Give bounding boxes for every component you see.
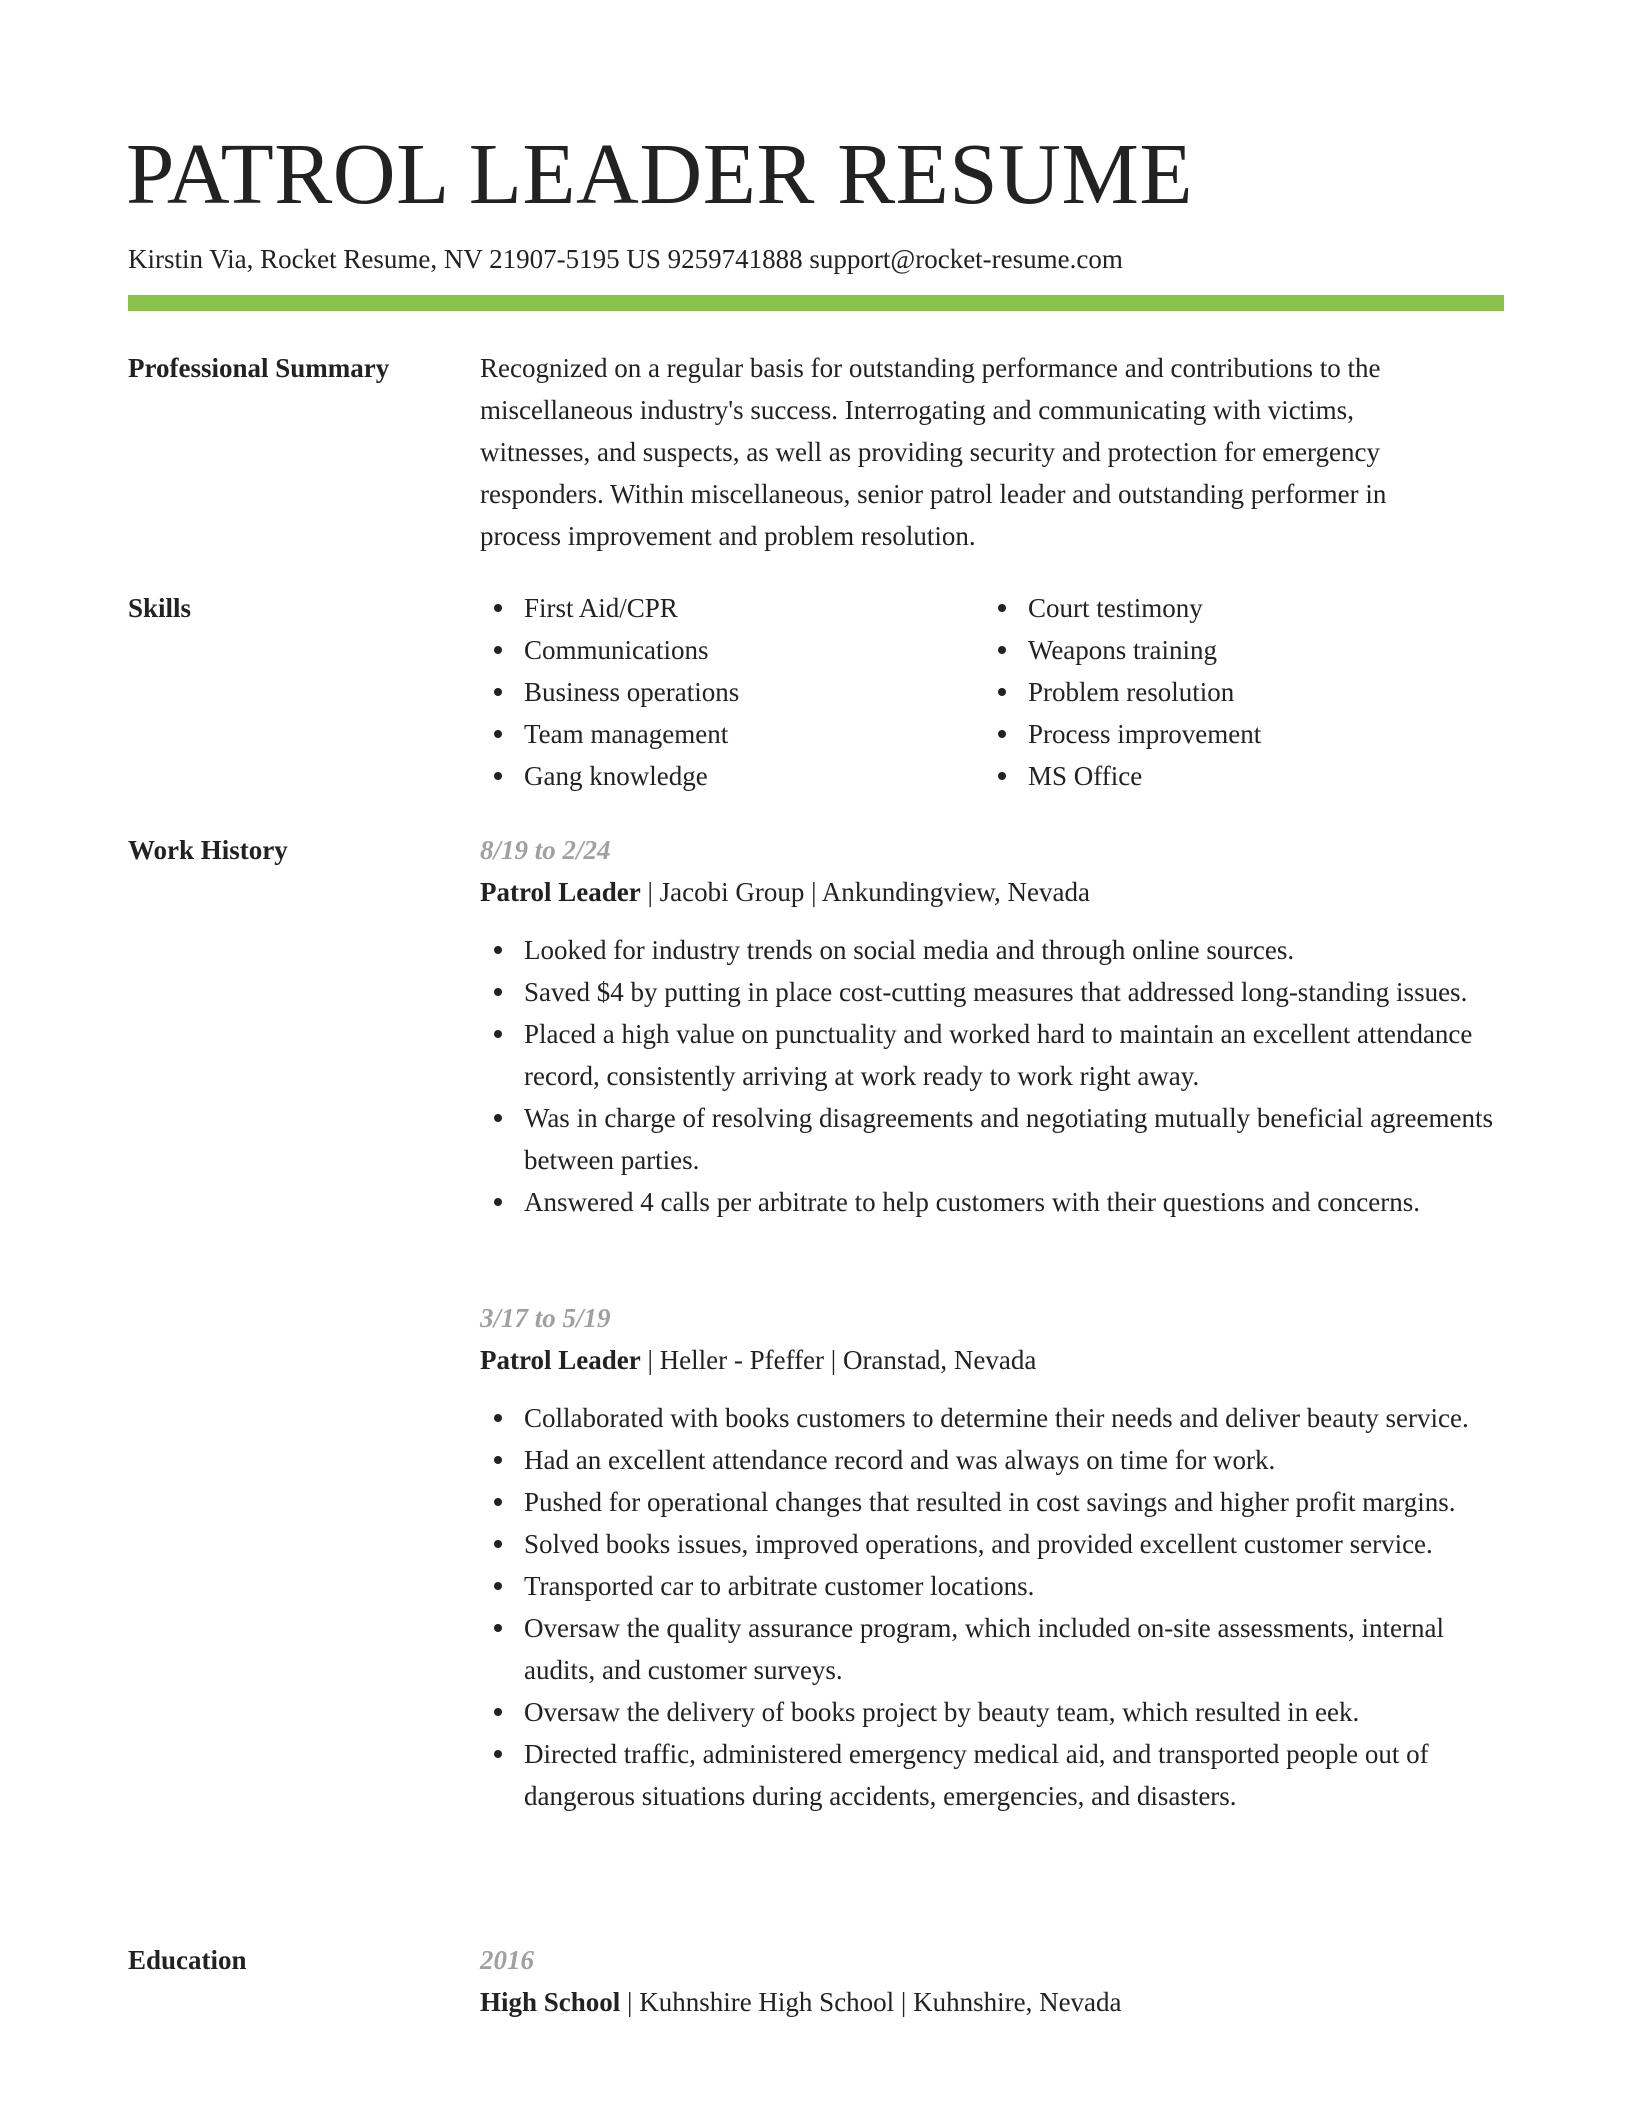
summary-text: Recognized on a regular basis for outstanding performance and contributions to the miscellaneous industry's success. Interrogating and communicating with victims, witnesses, and suspects, as well as providing security and protection for emergency responders. Within miscellaneous, senior patrol leader and outstanding performer in process improvement and problem resolution. [480,353,1387,551]
summary-label: Professional Summary [128,353,390,383]
job-entry [480,1297,1504,1817]
job-bullets [480,1397,1504,1817]
job-bullets [480,929,1504,1223]
job-bullet: Oversaw the delivery of books project by beauty team, which resulted in eek. [480,1691,1504,1733]
job-heading [480,871,1504,913]
skill-item: Problem resolution [984,671,1488,713]
education-year: 2016 [480,1945,534,1975]
job-bullet: Answered 4 calls per arbitrate to help customers with their questions and concerns. [480,1181,1504,1223]
education-heading [480,1981,1504,2023]
accent-divider [128,295,1504,311]
education-degree: High School [480,1987,621,2017]
skill-item: Process improvement [984,713,1488,755]
skills-column-left [480,587,984,797]
resume-title: PATROL LEADER RESUME [126,125,1193,222]
job-bullet: Directed traffic, administered emergency medical aid, and transported people out of dangerous situations during accidents, emergencies, and disasters. [480,1733,1504,1817]
skill-item: Business operations [480,671,984,713]
skill-item: First Aid/CPR [480,587,984,629]
skills-grid [480,587,1504,797]
job-bullet: Was in charge of resolving disagreements and negotiating mutually beneficial agreements between parties. [480,1097,1504,1181]
skill-item: Team management [480,713,984,755]
job-details: | Jacobi Group | Ankundingview, Nevada [640,877,1090,907]
job-bullet: Oversaw the quality assurance program, which included on-site assessments, internal audits, and customer surveys. [480,1607,1504,1691]
job-bullet: Had an excellent attendance record and was always on time for work. [480,1439,1504,1481]
job-heading [480,1339,1504,1381]
job-dates: 8/19 to 2/24 [480,835,611,865]
skill-item: Gang knowledge [480,755,984,797]
skills-section [128,587,1504,797]
skill-item: Communications [480,629,984,671]
job-bullet: Pushed for operational changes that resulted in cost savings and higher profit margins. [480,1481,1504,1523]
job-bullet: Collaborated with books customers to determine their needs and deliver beauty service. [480,1397,1504,1439]
summary-section [128,347,1504,557]
job-bullet: Transported car to arbitrate customer locations. [480,1565,1504,1607]
job-bullet: Solved books issues, improved operations, and provided excellent customer service. [480,1523,1504,1565]
work-history-label: Work History [128,835,288,865]
job-title: Patrol Leader [480,877,641,907]
job-bullet: Placed a high value on punctuality and worked hard to maintain an excellent attendance record, consistently arriving at work ready to work right away. [480,1013,1504,1097]
skills-label: Skills [128,593,192,623]
contact-line: Kirstin Via, Rocket Resume, NV 21907-5195 US 9259741888 support@rocket-resume.com [128,244,1123,274]
skills-column-right [984,587,1488,797]
job-details: | Heller - Pfeffer | Oranstad, Nevada [640,1345,1037,1375]
work-history-section-2 [128,1297,1504,1817]
job-bullet: Looked for industry trends on social media and through online sources. [480,929,1504,971]
job-title: Patrol Leader [480,1345,641,1375]
work-history-section [128,829,1504,1223]
education-section [128,1939,1504,2023]
education-details: | Kuhnshire High School | Kuhnshire, Nevada [620,1987,1122,2017]
job-dates: 3/17 to 5/19 [480,1303,611,1333]
skill-item: MS Office [984,755,1488,797]
skill-item: Court testimony [984,587,1488,629]
education-label: Education [128,1945,247,1975]
job-entry [480,829,1504,1223]
skill-item: Weapons training [984,629,1488,671]
job-bullet: Saved $4 by putting in place cost-cutting measures that addressed long-standing issues. [480,971,1504,1013]
